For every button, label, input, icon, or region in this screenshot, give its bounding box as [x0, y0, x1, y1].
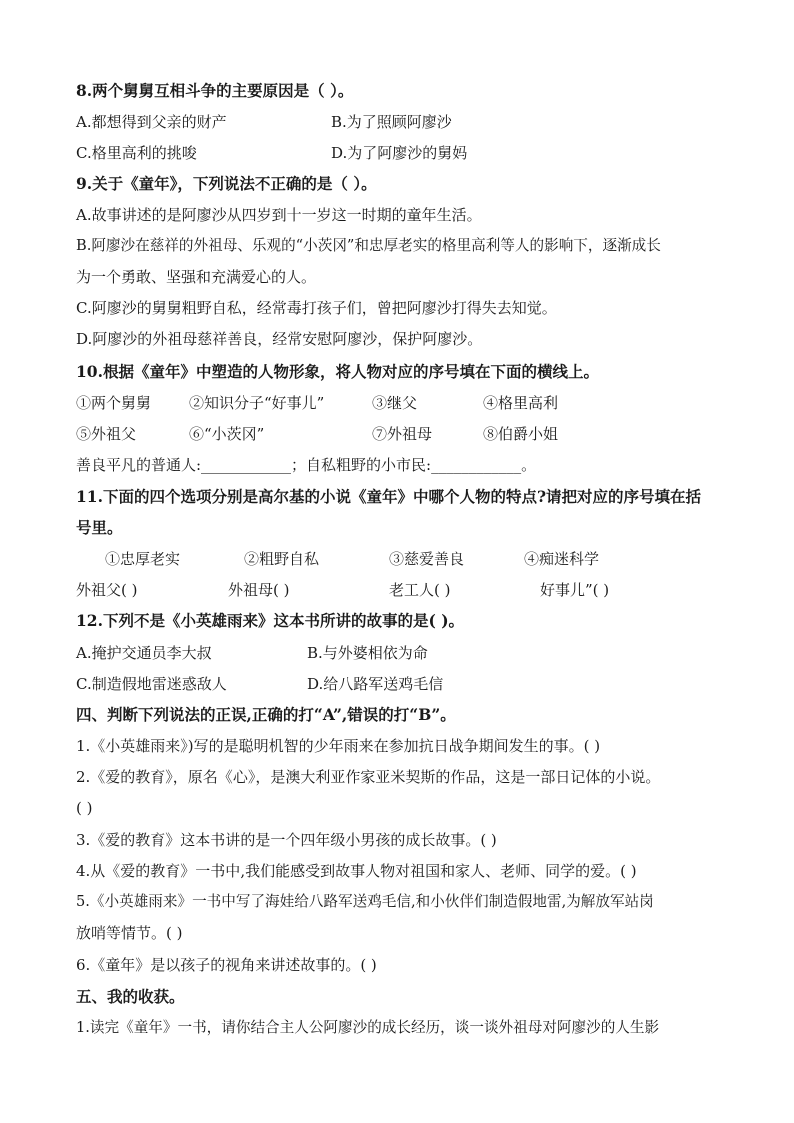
q11-option-4: ④痴迷科学 [524, 550, 600, 568]
q8-option-c: C.格里高利的挑唆 [76, 144, 197, 162]
q11-title-line1: 11.下面的四个选项分别是高尔基的小说《童年》中哪个人物的特点?请把对应的序号填在括 [76, 487, 702, 506]
q10-option-3: ③继父 [372, 394, 418, 412]
q11-fill-4: 好事儿”( ) [540, 581, 610, 599]
q12-option-d: D.给八路军送鸡毛信 [307, 675, 444, 693]
section-5-item-1: 1.读完《童年》一书，请你结合主人公阿廖沙的成长经历，谈一谈外祖母对阿廖沙的人生影 [76, 1019, 660, 1036]
q10-option-1: ①两个舅舅 [76, 394, 152, 412]
q9-option-a: A.故事讲述的是阿廖沙从四岁到十一岁这一时期的童年生活。 [76, 206, 482, 224]
q10-option-7: ⑦外祖母 [372, 425, 433, 443]
section-4-item-6: 6.《童年》是以孩子的视角来讲述故事的。( ) [76, 956, 377, 974]
q9-option-c: C.阿廖沙的舅舅粗野自私，经常毒打孩子们，曾把阿廖沙打得失去知觉。 [76, 299, 557, 317]
q9-title: 9.关于《童年》，下列说法不正确的是（ ）。 [76, 174, 377, 193]
q10-option-2: ②知识分子“好事儿” [189, 394, 325, 412]
q8-option-d: D.为了阿廖沙的舅妈 [331, 144, 468, 162]
q11-fill-3: 老工人( ) [389, 581, 451, 599]
q9-option-b-line1: B.阿廖沙在慈祥的外祖母、乐观的“小茨冈”和忠厚老实的格里高利等人的影响下，逐渐成长 [76, 237, 661, 254]
q8-option-b: B.为了照顾阿廖沙 [331, 113, 452, 131]
section-4-item-3: 3.《爱的教育》这本书讲的是一个四年级小男孩的成长故事。( ) [76, 831, 497, 849]
q11-option-2: ②粗野自私 [244, 550, 320, 568]
q12-option-c: C.制造假地雷迷惑敌人 [76, 675, 227, 693]
section-4-title: 四、判断下列说法的正误,正确的打“A”,错误的打“B”。 [76, 705, 456, 724]
q10-option-5: ⑤外祖父 [76, 425, 137, 443]
q10-option-8: ⑧伯爵小姐 [483, 425, 559, 443]
section-4-item-5-line2: 放哨等情节。( ) [76, 924, 183, 942]
section-4-item-1: 1.《小英雄雨来》)写的是聪明机智的少年雨来在参加抗日战争期间发生的事。( ) [76, 737, 601, 755]
section-4-item-2-line2: ( ) [76, 799, 93, 817]
section-4-item-4: 4.从《爱的教育》一书中,我们能感受到故事人物对祖国和家人、老师、同学的爱。( ) [76, 862, 637, 880]
q12-option-a: A.掩护交通员李大叔 [76, 644, 212, 662]
q11-title-line2: 号里。 [76, 518, 123, 537]
q11-fill-2: 外祖母( ) [228, 581, 290, 599]
q10-fill-blanks: 善良平凡的普通人:____________；自私粗野的小市民:____________。 [76, 456, 537, 474]
q8-option-a: A.都想得到父亲的财产 [76, 113, 227, 131]
q8-title: 8.两个舅舅互相斗争的主要原因是（ ）。 [76, 81, 354, 100]
q11-option-1: ①忠厚老实 [105, 550, 181, 568]
q12-title: 12.下列不是《小英雄雨来》这本书所讲的故事的是( )。 [76, 611, 465, 630]
q10-title: 10.根据《童年》中塑造的人物形象，将人物对应的序号填在下面的横线上。 [76, 362, 599, 381]
q11-fill-1: 外祖父( ) [76, 581, 138, 599]
section-4-item-5-line1: 5.《小英雄雨来》一书中写了海娃给八路军送鸡毛信,和小伙伴们制造假地雷,为解放军站岗 [76, 893, 654, 910]
q10-option-6: ⑥“小茨冈” [189, 425, 265, 443]
q12-option-b: B.与外婆相依为命 [307, 644, 428, 662]
q11-option-3: ③慈爱善良 [389, 550, 465, 568]
q10-option-4: ④格里高利 [483, 394, 559, 412]
section-5-title: 五、我的收获。 [76, 987, 185, 1006]
q9-option-d: D.阿廖沙的外祖母慈祥善良，经常安慰阿廖沙，保护阿廖沙。 [76, 330, 483, 348]
section-4-item-2-line1: 2.《爱的教育》，原名《心》，是澳大利亚作家亚米契斯的作品，这是一部日记体的小说。 [76, 768, 661, 786]
q9-option-b-line2: 为一个勇敢、坚强和充满爱心的人。 [76, 268, 317, 286]
